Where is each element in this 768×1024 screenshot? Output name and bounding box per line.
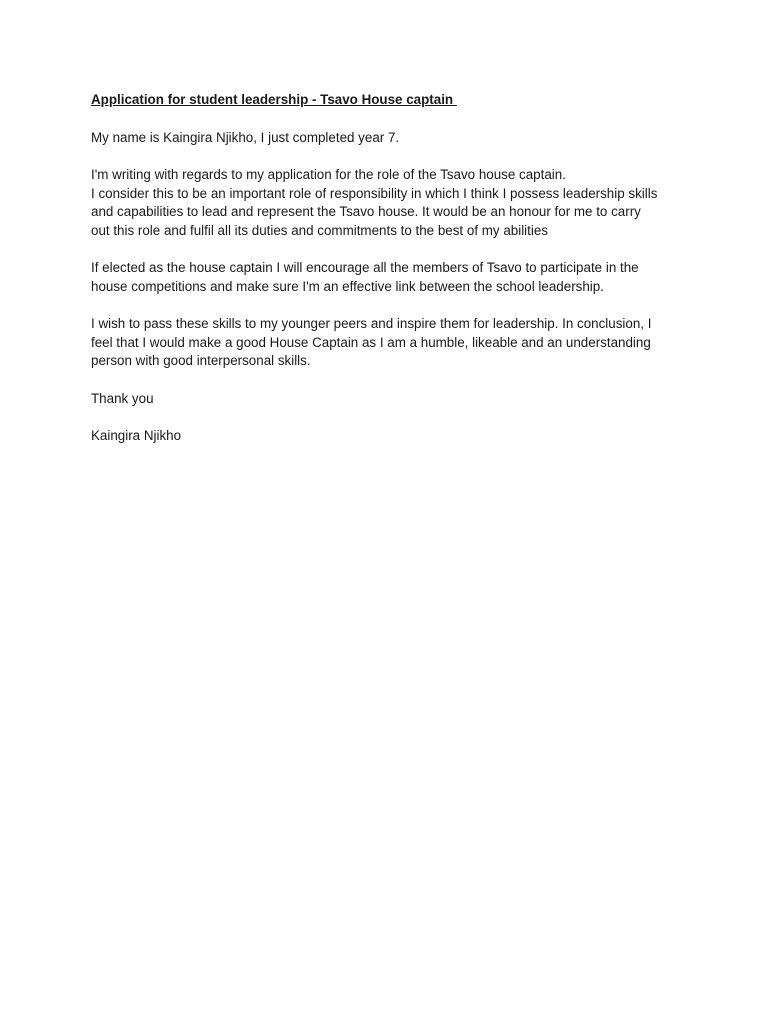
application-paragraph [91, 166, 691, 240]
paragraph-line: person with good interpersonal skills. [91, 353, 311, 368]
paragraph-line: I'm writing with regards to my application for the role of the Tsavo house captain. [91, 167, 566, 182]
paragraph-line: feel that I would make a good House Captain as I am a humble, likeable and an understanding [91, 334, 651, 350]
commitment-paragraph [91, 259, 691, 296]
paragraph-line: I wish to pass these skills to my younger peers and inspire them for leadership. In conclusion, I [91, 316, 652, 331]
signature-name: Kaingira Njikho [91, 428, 182, 443]
paragraph-line: My name is Kaingira Njikho, I just completed year 7. [91, 129, 400, 145]
paragraph-line: out this role and fulfil all its duties and commitments to the best of my abilities [91, 222, 548, 238]
paragraph-line: house competitions and make sure I'm an effective link between the school leadership. [91, 278, 604, 294]
signature-paragraph [91, 427, 691, 446]
intro-paragraph [91, 129, 691, 148]
closing-line: Thank you [91, 390, 154, 406]
paragraph-line: and capabilities to lead and represent the Tsavo house. It would be an honour for me to carry [91, 204, 641, 219]
conclusion-paragraph [91, 315, 691, 371]
paragraph-line: I consider this to be an important role of responsibility in which I think I possess leadership skills [91, 185, 658, 201]
letter-title: Application for student leadership - Tsavo House captain [91, 92, 457, 107]
letter-body [91, 91, 691, 465]
closing-paragraph [91, 390, 691, 409]
paragraph-line: If elected as the house captain I will encourage all the members of Tsavo to participate in the [91, 260, 639, 275]
